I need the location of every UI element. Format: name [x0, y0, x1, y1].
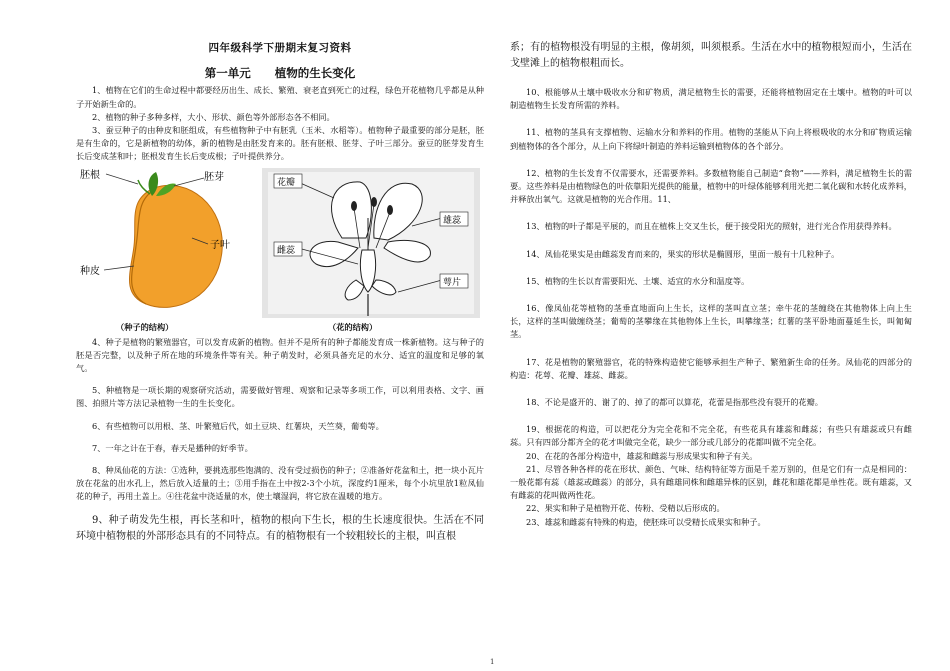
paragraph-18: 18、不论是盛开的、谢了的、掉了的都可以算花，花蕾是指那些没有裂开的花瓣。: [526, 397, 823, 408]
unit-title: [76, 67, 484, 80]
page-number: 1: [490, 658, 495, 666]
anther-1: [351, 201, 357, 211]
label-pistil: 雌蕊: [277, 245, 296, 256]
paragraph-1: 1、植物在它们的生命过程中都要经历出生、成长、繁殖、衰老直到死亡的过程，绿色开花植物几乎都是从种子开始新生命的。: [76, 85, 484, 109]
anther-2: [371, 197, 377, 207]
paragraph-6: 6、有些植物可以用根、茎、叶繁殖后代，如土豆块、红薯块，天竺葵，葡萄等。: [92, 420, 384, 431]
seed-structure-diagram: [76, 166, 246, 316]
petal-left: [332, 182, 372, 238]
label-petal: 花瓣: [277, 177, 296, 188]
radicle-pointer: [106, 174, 138, 184]
radicle-tip: [138, 180, 150, 194]
anther-3: [387, 205, 393, 215]
paragraph-20: 20、在花的各部分构造中，雄蕊和雌蕊与形成果实和种子有关。: [526, 450, 758, 461]
label-cotyledon: 子叶: [210, 239, 230, 251]
paragraph-9: 9、种子萌发先生根，再长茎和叶，植物的根向下生长，根的生长速度很快。生活在不同环境中植物根的外部形态具有的不同特点。有的植物根有一个较粗较长的主根，叫直根: [76, 514, 484, 542]
label-stamen: 雄蕊: [443, 215, 462, 226]
seed-coat-pointer: [104, 266, 134, 270]
right-column: [510, 40, 912, 529]
paragraph-10: 10、根能够从土壤中吸收水分和矿物质，满足植物生长的需要，还能将植物固定在土壤中。植物的叶可以制造植物生长发育所需的养料。: [510, 87, 912, 111]
label-radicle: 胚根: [80, 169, 100, 181]
paragraph-21: 21、尽管各种各样的花在形状、颜色、气味、结构特征等方面是千差万别的，但是它们有一点是相同的：一般花都有蕊（雄蕊或雌蕊）的部分，具有雌雄同株和雌雄异株的区别，雌花和雄花都是单性花。既有雄蕊，又有雌蕊的花叫做两性花。: [510, 463, 912, 501]
left-column: [76, 36, 484, 545]
paragraph-19: 19、根据花的构造，可以把花分为完全花和不完全花，有些花具有雄蕊和雌蕊；有些只有雄蕊或只有雌蕊。只有四部分都齐全的花才叫做完全花，缺少一部分或几部分的花都叫做不完全花。: [510, 424, 912, 448]
paragraph-17: 17、花是植物的繁殖器官，花的特殊构造使它能够承担生产种子、繁殖新生命的任务。凤仙花的四部分的构造：花萼、花瓣、雄蕊、雌蕊。: [510, 356, 912, 380]
flower-caption: （花的结构）: [328, 321, 378, 332]
paragraph-8: 8、种凤仙花的方法：①选种，要挑选那些饱满的、没有受过损伤的种子；②准备好花盆和土，把一块小瓦片放在花盆的出水孔上，然后放入适量的土；③用手指在土中按2-3个小坑，深度约1厘米，每个小坑里放1粒凤仙花的种子，再用土盖上。④往花盆中浇适量的水，使土壤湿润，将它放在温暖的地方。: [76, 465, 484, 502]
label-sepal: 萼片: [443, 277, 462, 288]
paragraph-3: 3、蚕豆种子的由种皮和胚组成，有些植物种子中有胚乳（玉米、水稻等）。植物种子最重要的部分是胚，胚是有生命的，它是新植物的幼体，新的植物是由胚发育来的。胚有胚根、胚芽、子叶三部分。蚕豆的胚芽发育生长后变成茎和叶；胚根发育生长后变成根；子叶提供养分。: [76, 125, 484, 162]
label-seed-coat: 种皮: [80, 265, 100, 277]
paragraph-23: 23、雄蕊和雌蕊有特殊的构造，使胚珠可以受精长成果实和种子。: [526, 516, 766, 527]
flower-structure-diagram: [262, 168, 480, 318]
paragraph-14: 14、凤仙花果实是由雌蕊发育而来的，果实的形状是椭圆形，里面一般有十几粒种子。: [526, 248, 840, 259]
label-plumule: 胚芽: [204, 171, 224, 183]
paragraph-15: 15、植物的生长以育需要阳光、土壤、适宜的水分和温度等。: [526, 275, 750, 286]
paragraph-16: 16、像凤仙花等植物的茎垂直地面向上生长，这样的茎叫直立茎；牵牛花的茎缠绕在其他物体上向上生长，这样的茎叫做缠绕茎；葡萄的茎攀缘在其他物体上生长，叫攀缘茎；红薯的茎平卧地面蔓延生长，叫匍匐茎。: [510, 303, 912, 340]
paragraph-12: 12、植物的生长发育不仅需要水，还需要养料。多数植物能自己制造“食物”——养料，满足植物生长的需要。这些养料是由植物绿色的叶依靠阳光提供的能量，植物中的叶绿体能够利用光把二氧化碳和水转化成养料，并释放出氧气。这就是植物的光合作用。11、: [510, 167, 912, 205]
paragraph-13: 13、植物的叶子都是平展的，而且在植株上交叉生长，便于接受阳光的照射，进行光合作用获得养料。: [526, 221, 897, 232]
paragraph-22: 22、果实和种子是植物开花、传粉、受精以后形成的。: [526, 503, 725, 514]
paragraph-7: 7、一年之计在于春，春天是播种的好季节。: [92, 442, 253, 453]
seed-caption: （种子的结构）: [116, 321, 174, 332]
figures-row: [76, 166, 484, 321]
plumule-pointer: [174, 178, 204, 186]
paragraph-5: 5、种植物是一项长期的观察研究活动，需要做好管理、观察和记录等多项工作，可以利用表格、文字、画图、拍照片等方法记录植物一生的生长变化。: [76, 385, 484, 409]
paragraph-11: 11、植物的茎具有支撑植物、运输水分和养料的作用。植物的茎能从下向上将根吸收的水分和矿物质运输到植物体的各个部分，从上向下将绿叶制造的养料运输到植物体的各个部分。: [510, 127, 912, 151]
unit-name: 植物的生长变化: [274, 66, 356, 81]
paragraph-2: 2、植物的种子多种多样，大小、形状、颜色等外部形态各不相同。: [92, 111, 335, 122]
figure-captions: [76, 321, 484, 336]
unit-number: 第一单元: [204, 66, 251, 81]
document-title: 四年级科学下册期末复习资料: [208, 42, 352, 54]
seed-cotyledon-shape: [129, 185, 222, 307]
paragraph-4: 4、种子是植物的繁殖器官，可以发育成新的植物。但并不是所有的种子都能发育成一株新植物。这与种子的胚是否完整，以及种子所在地的环境条件等有关。种子萌发时，必须具备充足的水分、适宜的温度和足够的氧气。: [76, 336, 484, 374]
paragraph-9-continued: 系；有的植物根没有明显的主根，像胡须，叫须根系。生活在水中的植物根短而小，生活在戈壁滩上的植物根粗而长。: [510, 42, 912, 69]
